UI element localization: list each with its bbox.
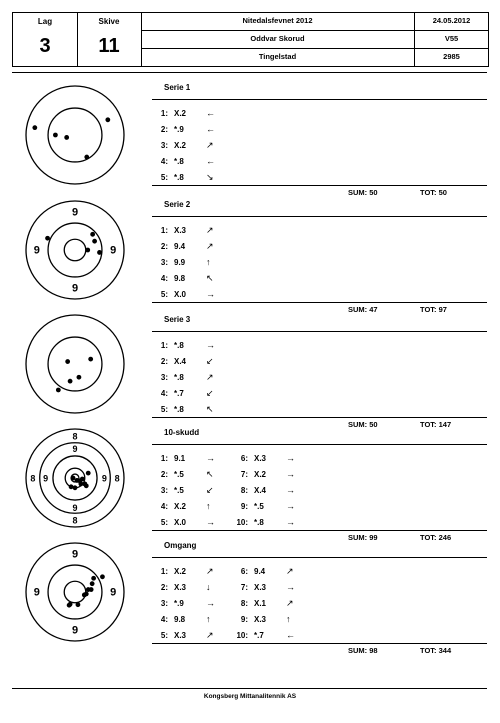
shot-direction-arrow: → [286,453,295,463]
target-ring [48,337,102,391]
shot-number: 2: [160,242,168,251]
shot-value: *.7 [174,389,184,398]
shot-value: X.4 [254,486,267,495]
shot-value: X.3 [254,615,267,624]
target-ring [26,315,124,413]
shot-number: 1: [160,226,168,235]
shot-hole [64,135,69,140]
shot-hole [73,485,78,490]
shot-number: 10: [236,631,248,640]
shot-row [152,373,242,384]
shot-direction-arrow: ↙ [206,356,214,366]
shot-value: *.8 [174,157,184,166]
shot-value: X.4 [174,357,187,366]
club-row [141,49,488,66]
series-total: TOT: 147 [420,420,452,429]
shot-direction-arrow: ← [206,108,215,118]
shot-hole [53,133,58,138]
shot-value: *.8 [174,405,184,414]
shot-hole [90,581,95,586]
series-total: TOT: 246 [420,533,452,542]
shot-hole [56,388,61,393]
target-diagram [20,80,130,190]
shot-value: X.1 [254,599,267,608]
shot-row [232,567,322,578]
shot-number: 4: [160,157,168,166]
shot-value: *.5 [174,486,184,495]
shot-hole [84,592,89,597]
shot-row [152,141,242,152]
shot-number: 8: [240,599,248,608]
shot-row [152,157,242,168]
shot-value: X.2 [174,109,187,118]
shot-row [152,290,242,301]
shot-direction-arrow: ↗ [206,241,214,251]
sum-line [152,530,487,531]
shot-row [232,615,322,626]
shot-row [152,274,242,285]
shot-hole [65,359,70,364]
shot-row [232,502,322,513]
shot-value: 9.4 [254,567,266,576]
shot-direction-arrow: ← [206,124,215,134]
shot-hole [100,574,105,579]
shot-direction-arrow: ↗ [206,630,214,640]
shot-value: X.2 [174,502,187,511]
shot-row [152,341,242,352]
shot-hole [76,602,81,607]
shot-row [152,242,242,253]
target-diagram [20,537,130,647]
shot-value: *.9 [174,125,184,134]
shot-direction-arrow: ↗ [206,225,214,235]
series-total: TOT: 50 [420,188,447,197]
shot-number: 2: [160,470,168,479]
shot-value: *.5 [174,470,184,479]
sum-line [152,417,487,418]
shot-row [232,599,322,610]
shot-number: 1: [160,454,168,463]
series-sum: SUM: 50 [348,420,378,429]
shot-direction-arrow: ↖ [206,469,214,479]
club-name: Tingelstad [258,52,297,61]
shot-row [232,486,322,497]
series-title-line [152,99,487,100]
lag-label: Lag [37,17,53,26]
shot-number: 1: [160,567,168,576]
lag-cell [13,13,78,66]
shot-number: 4: [160,615,168,624]
shot-number: 1: [160,341,168,350]
shot-row [152,357,242,368]
shot-direction-arrow: ↗ [286,598,294,608]
shot-number: 3: [160,141,168,150]
target-diagram [20,423,130,533]
shot-number: 3: [160,599,168,608]
ring-label: 9 [72,444,78,455]
series-title: Serie 3 [164,315,191,324]
shot-value: X.3 [174,226,187,235]
ring-label: 9 [101,473,107,484]
shot-value: *.8 [174,173,184,182]
target-diagram [20,195,130,305]
shot-number: 4: [160,502,168,511]
event-name: Nitedalsfevnet 2012 [242,16,313,25]
skive-label: Skive [98,17,120,26]
shot-direction-arrow: → [286,517,295,527]
ring-label: 9 [33,244,40,257]
shot-hole [88,357,93,362]
shot-row [152,583,242,594]
shot-direction-arrow: ↗ [206,566,214,576]
shot-row [232,454,322,465]
shot-direction-arrow: ← [206,156,215,166]
shot-direction-arrow: ↑ [286,614,291,624]
shot-number: 4: [160,389,168,398]
shot-hole [77,375,82,380]
skive-cell [77,13,142,66]
shot-hole [105,117,110,122]
shot-number: 3: [160,373,168,382]
shot-row [152,405,242,416]
shot-value: X.3 [174,631,187,640]
shot-direction-arrow: → [286,582,295,592]
shot-number: 5: [160,631,168,640]
shot-row [152,454,242,465]
target-ring [48,223,102,277]
series-title: Serie 2 [164,200,191,209]
shot-row [152,389,242,400]
shot-number: 3: [160,258,168,267]
shot-value: *.8 [174,373,184,382]
shot-direction-arrow: → [206,340,215,350]
shot-row [152,631,242,642]
shot-direction-arrow: ↑ [206,614,211,624]
event-row [141,13,488,31]
shot-value: X.2 [174,567,187,576]
ring-label: 9 [110,244,117,257]
shot-number: 7: [240,470,248,479]
shot-direction-arrow: → [286,485,295,495]
sum-line [152,302,487,303]
shot-value: X.0 [174,518,187,527]
shooter-id: 2985 [443,52,460,61]
ring-label: 9 [43,473,49,484]
shot-hole [86,471,91,476]
header-box [12,12,489,67]
shot-row [232,470,322,481]
series-sum: SUM: 47 [348,305,378,314]
series-sum: SUM: 99 [348,533,378,542]
shot-hole [97,250,102,255]
shot-number: 5: [160,405,168,414]
shot-row [152,258,242,269]
shot-number: 2: [160,357,168,366]
shot-hole [32,125,37,130]
shot-direction-arrow: ↑ [206,257,211,267]
shot-value: 9.8 [174,615,186,624]
shot-value: 9.9 [174,258,186,267]
shot-direction-arrow: ↗ [206,372,214,382]
shot-value: X.3 [254,583,267,592]
shot-number: 4: [160,274,168,283]
shot-hole [84,483,89,488]
shot-direction-arrow: → [286,469,295,479]
series-sum: SUM: 50 [348,188,378,197]
shot-hole [91,576,96,581]
shot-number: 1: [160,109,168,118]
ring-label: 9 [110,586,117,599]
shooter-row [141,31,488,49]
series-title: 10-skudd [164,428,200,437]
series-title: Serie 1 [164,83,191,92]
footer-divider [12,688,487,689]
shot-hole [92,239,97,244]
shot-number: 5: [160,173,168,182]
target-ring [64,239,86,261]
skive-value: 11 [98,35,120,57]
shot-number: 9: [240,615,248,624]
shot-direction-arrow: → [206,289,215,299]
shot-hole [68,379,73,384]
shot-value: *.9 [174,599,184,608]
sum-line [152,643,487,644]
ring-label: 8 [114,473,120,484]
series-sum: SUM: 98 [348,646,378,655]
shot-number: 3: [160,486,168,495]
shot-direction-arrow: ↗ [286,566,294,576]
ring-label: 9 [71,206,79,219]
shot-direction-arrow: ↘ [206,172,214,182]
target-ring [26,86,124,184]
target-ring [48,565,102,619]
lag-value: 3 [39,35,51,57]
ring-label: 9 [33,586,40,599]
shot-row [152,226,242,237]
shot-number: 5: [160,290,168,299]
target-ring [64,581,86,603]
shot-row [232,583,322,594]
shot-value: *.8 [174,341,184,350]
shot-hole [80,477,85,482]
shot-hole [85,248,90,253]
shooter-class: V55 [444,34,459,43]
shot-hole [67,603,72,608]
ring-label: 8 [72,431,78,442]
shot-value: X.2 [254,470,267,479]
shot-direction-arrow: ← [286,630,295,640]
shot-number: 9: [240,502,248,511]
series-title-line [152,557,487,558]
shot-number: 6: [240,454,248,463]
shot-direction-arrow: ↖ [206,273,214,283]
shot-row [152,599,242,610]
shot-direction-arrow: → [206,598,215,608]
ring-label: 9 [71,624,79,637]
shot-value: X.0 [174,290,187,299]
shot-number: 7: [240,583,248,592]
shot-value: X.3 [254,454,267,463]
shot-row [152,470,242,481]
ring-label: 8 [30,473,36,484]
shot-value: *.7 [254,631,264,640]
shot-row [152,486,242,497]
shot-number: 10: [236,518,248,527]
shot-number: 2: [160,125,168,134]
shot-direction-arrow: → [206,517,215,527]
shot-value: X.2 [174,141,187,150]
series-title-line [152,331,487,332]
shot-direction-arrow: ↙ [206,485,214,495]
sum-line [152,185,487,186]
shot-row [152,125,242,136]
ring-label: 9 [71,282,79,295]
shot-row [152,173,242,184]
event-date: 24.05.2012 [432,16,471,25]
ring-label: 8 [72,515,78,526]
header-divider [12,72,487,73]
series-title-line [152,216,487,217]
shot-hole [84,155,89,160]
shot-hole [86,587,91,592]
series-title: Omgang [164,541,197,550]
shot-direction-arrow: → [286,501,295,511]
shot-row [152,518,242,529]
shot-value: X.3 [174,583,187,592]
shot-row [152,567,242,578]
shot-direction-arrow: ↑ [206,501,211,511]
shot-row [152,109,242,120]
shot-hole [71,476,76,481]
shot-direction-arrow: ↖ [206,404,214,414]
ring-label: 9 [71,548,79,561]
shot-value: *.8 [254,518,264,527]
shot-value: *.5 [254,502,264,511]
series-total: TOT: 97 [420,305,447,314]
shooter-name: Oddvar Skorud [250,34,305,43]
shot-row [232,518,322,529]
shot-value: 9.1 [174,454,186,463]
shot-direction-arrow: ↓ [206,582,211,592]
shot-row [232,631,322,642]
shot-number: 6: [240,567,248,576]
shot-number: 2: [160,583,168,592]
shot-direction-arrow: ↗ [206,140,214,150]
ring-label: 9 [72,502,78,513]
shot-hole [90,232,95,237]
shot-row [152,502,242,513]
shot-direction-arrow: ↙ [206,388,214,398]
shot-value: 9.8 [174,274,186,283]
shot-hole [45,236,50,241]
shot-value: 9.4 [174,242,186,251]
shot-direction-arrow: → [206,453,215,463]
series-title-line [152,444,487,445]
footer-text: Kongsberg Mittanalitennik AS [203,693,297,700]
shot-number: 5: [160,518,168,527]
series-total: TOT: 344 [420,646,452,655]
shot-number: 8: [240,486,248,495]
shot-row [152,615,242,626]
target-diagram [20,309,130,419]
